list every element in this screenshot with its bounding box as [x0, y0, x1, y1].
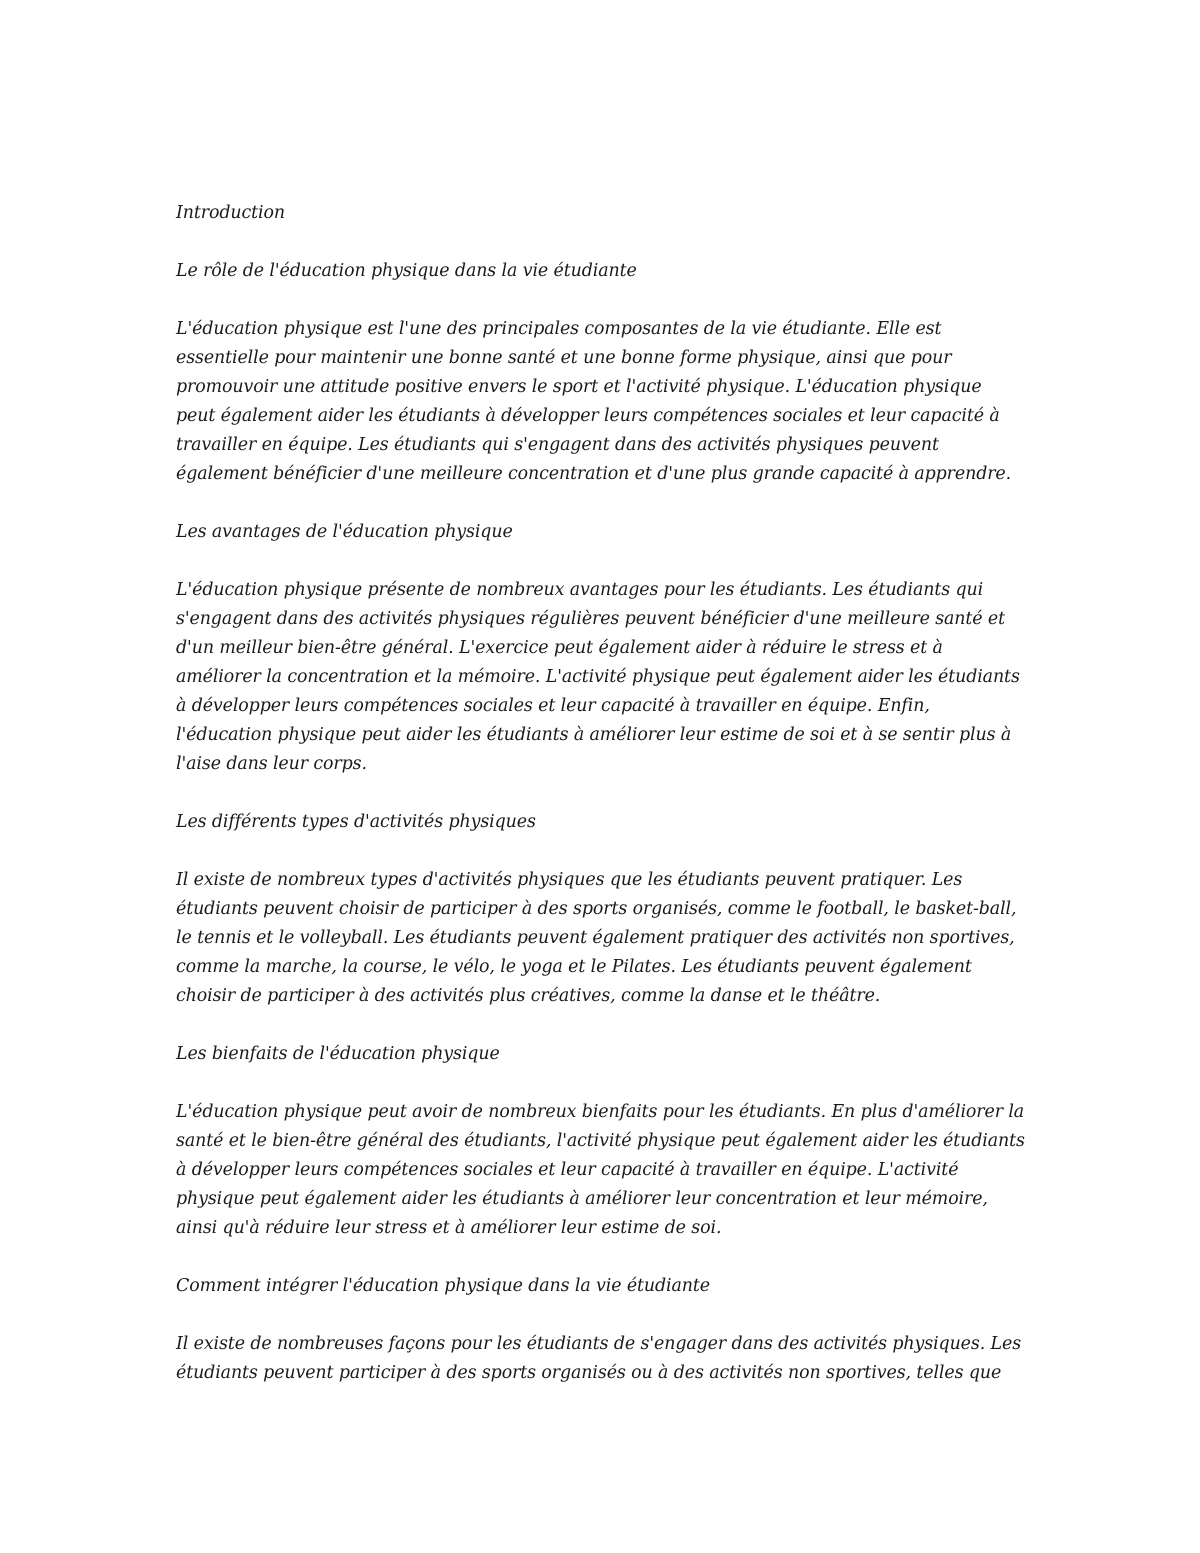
paragraph-types: Il existe de nombreux types d'activités physiques que les étudiants peuvent pratiquer. Les étudiants peuvent choisir de participer à des sports organisés, comme le football, le basket-ball, le tennis et le volleyball. Les étudiants peuvent également pratiquer des activités non sportives, comme la marche, la course, le vélo, le yoga et le Pilates. Les étudiants peuvent également choisir de participer à des activités plus créatives, comme la danse et le théâtre.	[176, 870, 1017, 1006]
paragraph-integration: Il existe de nombreuses façons pour les étudiants de s'engager dans des activités physiques. Les étudiants peuvent participer à des sports organisés ou à des activités non sportives, telles que	[176, 1334, 1022, 1383]
intro-heading: Introduction	[176, 203, 285, 223]
document-body	[176, 199, 1026, 1417]
paragraph-role: L'éducation physique est l'une des principales composantes de la vie étudiante. Elle est essentielle pour maintenir une bonne santé et une bonne forme physique, ainsi que pour promouvoir une attitude positive envers le sport et l'activité physique. L'éducation physique peut également aider les étudiants à développer leurs compétences sociales et leur capacité à travailler en équipe. Les étudiants qui s'engagent dans des activités physiques peuvent également bénéficier d'une meilleure concentration et d'une plus grande capacité à apprendre.	[176, 319, 1012, 484]
paragraph-benefits: L'éducation physique peut avoir de nombreux bienfaits pour les étudiants. En plus d'améliorer la santé et le bien-être général des étudiants, l'activité physique peut également aider les étudiants à développer leurs compétences sociales et leur capacité à travailler en équipe. L'activité physique peut également aider les étudiants à améliorer leur concentration et leur mémoire, ainsi qu'à réduire leur stress et à améliorer leur estime de soi.	[176, 1102, 1025, 1238]
section-heading-advantages: Les avantages de l'éducation physique	[176, 522, 513, 542]
section-heading-integration: Comment intégrer l'éducation physique dans la vie étudiante	[176, 1276, 710, 1296]
section-heading-types: Les différents types d'activités physiques	[176, 812, 536, 832]
paragraph-advantages: L'éducation physique présente de nombreux avantages pour les étudiants. Les étudiants qui s'engagent dans des activités physiques régulières peuvent bénéficier d'une meilleure santé et d'un meilleur bien-être général. L'exercice peut également aider à réduire le stress et à améliorer la concentration et la mémoire. L'activité physique peut également aider les étudiants à développer leurs compétences sociales et leur capacité à travailler en équipe. Enfin, l'éducation physique peut aider les étudiants à améliorer leur estime de soi et à se sentir plus à l'aise dans leur corps.	[176, 580, 1020, 774]
section-heading-benefits: Les bienfaits de l'éducation physique	[176, 1044, 500, 1064]
section-heading-role: Le rôle de l'éducation physique dans la vie étudiante	[176, 261, 637, 281]
